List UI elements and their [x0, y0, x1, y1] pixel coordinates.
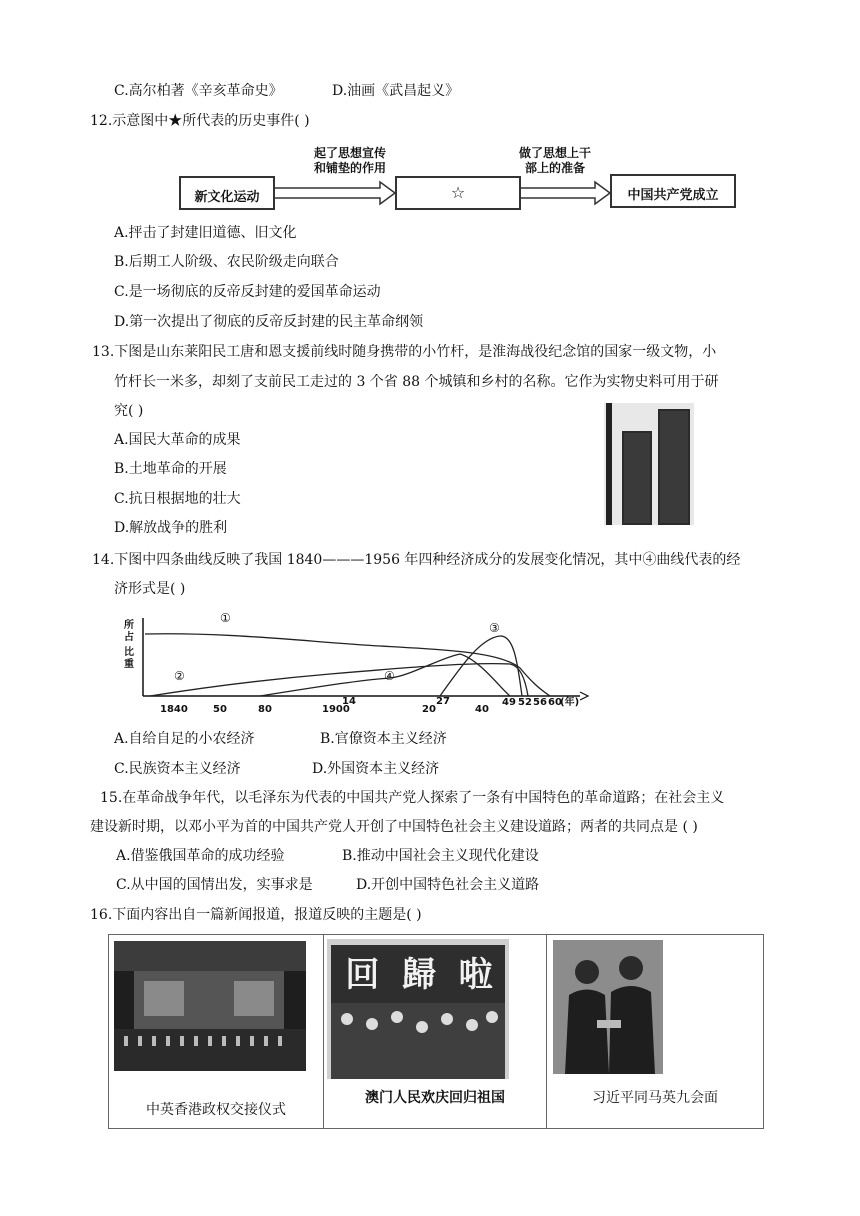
x-tick-label: 80: [258, 704, 272, 715]
arrow1-caption-line1: 起了思想宣传: [313, 146, 386, 160]
curve-label-2: ②: [174, 669, 185, 683]
q12-stem: 12.示意图中★所代表的历史事件( ): [90, 113, 310, 129]
banner-char: 回: [345, 955, 380, 995]
curve-label-3: ③: [489, 621, 500, 635]
q15-option-b: B.推动中国社会主义现代化建设: [342, 848, 539, 864]
q15-stem-line2: 建设新时期，以邓小平为首的中国共产党人开创了中国特色社会主义建设道路；两者的共同点是 ( ): [90, 819, 698, 835]
q13-stem-line3: 究( ): [114, 403, 144, 419]
q16-stem: 16.下面内容出自一篇新闻报道，报道反映的主题是( ): [90, 907, 422, 923]
arrow2-caption-line2: 部上的准备: [524, 161, 585, 175]
q14-option-d: D.外国资本主义经济: [312, 761, 440, 777]
diagram-box-star: [395, 176, 521, 210]
x-tick-label: 27: [436, 696, 450, 707]
star-icon: ☆: [450, 183, 466, 202]
ylabel-char: 所: [124, 620, 134, 631]
curve-label-1: ①: [220, 611, 231, 625]
x-tick-label: 50: [213, 704, 227, 715]
q12-option-d: D.第一次提出了彻底的反帝反封建的民主革命纲领: [114, 314, 424, 330]
q13-option-a: A.国民大革命的成果: [114, 432, 241, 448]
x-tick-label: 60: [548, 697, 562, 708]
ylabel-char: 占: [124, 632, 134, 643]
q14-stem-line1: 14.下图中四条曲线反映了我国 1840———1956 年四种经济成分的发展变化情况，其中④曲线代表的经: [92, 552, 741, 568]
box-label: 新文化运动: [194, 190, 260, 205]
q15-stem-line1: 15.在革命战争年代，以毛泽东为代表的中国共产党人探索了一条有中国特色的革命道路；在社会主义: [100, 790, 725, 806]
arrow1-caption-line2: 和铺垫的作用: [313, 161, 386, 175]
q12-diagram: [175, 140, 745, 212]
q15-option-a: A.借鉴俄国革命的成功经验: [116, 848, 285, 864]
arrow-right-icon: [520, 182, 610, 204]
q14-stem-line2: 济形式是( ): [114, 581, 186, 597]
x-tick-label: 1900: [322, 704, 350, 715]
image-cell-meeting: [547, 935, 763, 1128]
q16-image-table: [108, 934, 764, 1129]
banner-char: 啦: [458, 955, 493, 995]
curve-2: [150, 664, 528, 696]
q11-option-c: C.高尔柏著《辛亥革命史》: [114, 83, 283, 99]
curve-1: [145, 634, 550, 696]
q14-economy-chart: [110, 608, 590, 723]
q13-option-d: D.解放战争的胜利: [114, 520, 228, 536]
q13-stem-line1: 13.下图是山东莱阳民工唐和恩支援前线时随身携带的小竹杆，是淮海战役纪念馆的国家一级文物，小: [92, 344, 717, 360]
arrow2-caption-line1: 做了思想上干: [518, 146, 591, 160]
q14-option-a: A.自给自足的小农经济: [114, 731, 255, 747]
diagram-box-cpc: [610, 174, 736, 208]
ylabel-char: 重: [124, 659, 134, 670]
x-tick-label: 20: [422, 704, 436, 715]
image-cell-macau: [324, 935, 547, 1128]
curve-3: [440, 636, 522, 696]
q13-option-b: B.土地革命的开展: [114, 461, 227, 477]
q11-option-d: D.油画《武昌起义》: [332, 83, 460, 99]
arrow-right-icon: [273, 182, 395, 204]
q13-stem-line2: 竹杆长一米多，却刻了支前民工走过的 3 个省 88 个城镇和乡村的名称。它作为实物史料可用于研: [114, 374, 719, 390]
banner-char: 歸: [401, 955, 436, 995]
x-unit-label: (年): [560, 697, 580, 708]
x-axis-arrow-icon: [580, 692, 588, 700]
x-tick-label: 1840: [160, 704, 188, 715]
curve-label-4: ④: [384, 669, 395, 683]
caption-meeting: 习近平同马英九会面: [592, 1090, 718, 1106]
caption-macau: 澳门人民欢庆回归祖国: [365, 1090, 505, 1106]
box-label: 中国共产党成立: [627, 188, 719, 203]
bamboo-pole-photo: [604, 403, 694, 525]
q14-option-c: C.民族资本主义经济: [114, 761, 241, 777]
x-tick-label: 14: [342, 696, 356, 707]
q12-option-b: B.后期工人阶级、农民阶级走向联合: [114, 254, 339, 270]
x-tick-label: 52: [518, 697, 532, 708]
image-cell-handover: [109, 935, 324, 1128]
x-tick-label: 56: [533, 697, 547, 708]
leaders-meeting-photo: [553, 940, 663, 1074]
handover-ceremony-photo: [114, 941, 306, 1071]
caption-handover: 中英香港政权交接仪式: [146, 1102, 286, 1118]
diagram-box-new-culture: [179, 176, 275, 210]
x-tick-label: 40: [475, 704, 489, 715]
q15-option-d: D.开创中国特色社会主义道路: [356, 877, 540, 893]
ylabel-char: 比: [124, 647, 134, 658]
macau-banner: [334, 947, 504, 996]
q13-option-c: C.抗日根据地的壮大: [114, 491, 241, 507]
q14-option-b: B.官僚资本主义经济: [320, 731, 447, 747]
q12-option-c: C.是一场彻底的反帝反封建的爱国革命运动: [114, 284, 381, 300]
x-tick-label: 49: [502, 697, 516, 708]
q15-option-c: C.从中国的国情出发，实事求是: [116, 877, 313, 893]
q12-option-a: A.抨击了封建旧道德、旧文化: [114, 225, 297, 241]
